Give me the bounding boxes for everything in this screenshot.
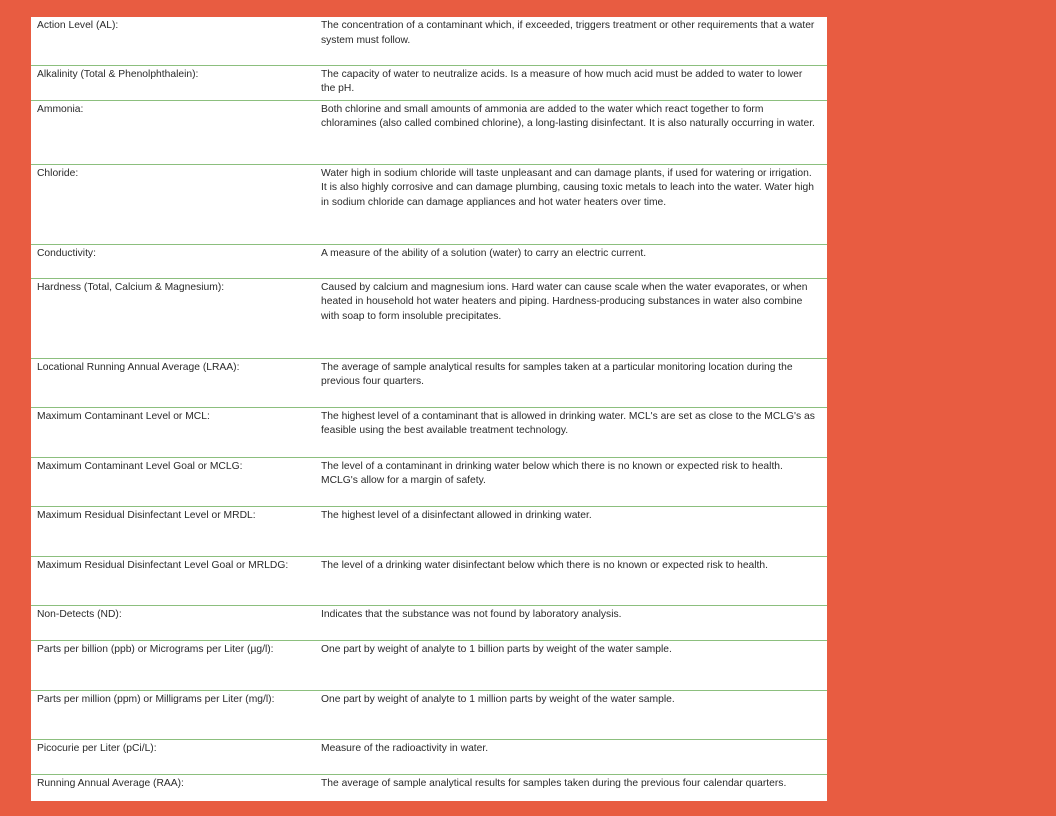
glossary-term: Non-Detects (ND): (31, 605, 309, 640)
table-row (31, 358, 827, 407)
table-row (31, 164, 827, 244)
table-row (31, 556, 827, 605)
table-row (31, 278, 827, 358)
table-row (31, 244, 827, 278)
glossary-term: Maximum Residual Disinfectant Level Goal or MRLDG: (31, 556, 309, 605)
glossary-definition: The concentration of a contaminant which, if exceeded, triggers treatment or other requirements that a water system must follow. (309, 17, 827, 65)
glossary-term: Maximum Contaminant Level Goal or MCLG: (31, 457, 309, 506)
glossary-term: Running Annual Average (RAA): (37, 777, 184, 789)
glossary-term: Conductivity: (31, 244, 309, 278)
glossary-definition: The capacity of water to neutralize acids. Is a measure of how much acid must be added to water to lower the pH. (309, 65, 827, 100)
glossary-definition: The level of a contaminant in drinking water below which there is no known or expected risk to health. MCLG's allow for a margin of safety. (309, 457, 827, 506)
glossary-term: Maximum Contaminant Level or MCL: (31, 407, 309, 457)
table-row (31, 605, 827, 640)
table-row (31, 65, 827, 100)
table-row (31, 457, 827, 506)
glossary-term: Locational Running Annual Average (LRAA): (31, 358, 309, 407)
glossary-term: Ammonia: (31, 100, 309, 164)
glossary-term: Hardness (Total, Calcium & Magnesium): (31, 278, 309, 358)
glossary-term: Action Level (AL): (31, 17, 309, 65)
glossary-definition: The average of sample analytical results for samples taken at a particular monitoring location during the previous four quarters. (309, 358, 827, 407)
glossary-term: Chloride: (31, 164, 309, 244)
glossary-definition: One part by weight of analyte to 1 million parts by weight of the water sample. (309, 690, 827, 739)
table-row (31, 774, 827, 800)
glossary-definition: The highest level of a disinfectant allowed in drinking water. (309, 506, 827, 556)
glossary-definition: One part by weight of analyte to 1 billion parts by weight of the water sample. (309, 640, 827, 690)
glossary-page (31, 17, 827, 801)
table-row (31, 739, 827, 774)
glossary-definition: A measure of the ability of a solution (water) to carry an electric current. (309, 244, 827, 278)
glossary-definition: Caused by calcium and magnesium ions. Hard water can cause scale when the water evaporates, or when heated in household hot water heaters and piping. Hardness-producing substances in water also combine with soap to form insoluble precipitates. (309, 278, 827, 358)
glossary-table (31, 17, 827, 800)
glossary-term: Picocurie per Liter (pCi/L): (31, 739, 309, 774)
glossary-definition: Water high in sodium chloride will taste unpleasant and can damage plants, if used for watering or irrigation. It is also highly corrosive and can damage plumbing, causing toxic metals to leach into the water. Water high in sodium chloride can damage appliances and hot water heaters over time. (309, 164, 827, 244)
table-row (31, 100, 827, 164)
glossary-term: Maximum Residual Disinfectant Level or MRDL: (31, 506, 309, 556)
table-row (31, 690, 827, 739)
table-row (31, 506, 827, 556)
table-row (31, 407, 827, 457)
glossary-definition: Measure of the radioactivity in water. (309, 739, 827, 774)
glossary-definition: The highest level of a contaminant that is allowed in drinking water. MCL's are set as close to the MCLG's as feasible using the best available treatment technology. (309, 407, 827, 457)
table-row (31, 17, 827, 65)
glossary-term: Parts per billion (ppb) or Micrograms per Liter (µg/l): (31, 640, 309, 690)
glossary-definition: The average of sample analytical results for samples taken during the previous four calendar quarters. (321, 777, 787, 789)
glossary-term: Alkalinity (Total & Phenolphthalein): (31, 65, 309, 100)
table-row (31, 640, 827, 690)
glossary-definition: Both chlorine and small amounts of ammonia are added to the water which react together to form chloramines (also called combined chlorine), a long-lasting disinfectant. It is also naturally occurring in water. (309, 100, 827, 164)
glossary-definition: Indicates that the substance was not found by laboratory analysis. (309, 605, 827, 640)
glossary-definition: The level of a drinking water disinfectant below which there is no known or expected risk to health. (309, 556, 827, 605)
glossary-term: Parts per million (ppm) or Milligrams per Liter (mg/l): (31, 690, 309, 739)
